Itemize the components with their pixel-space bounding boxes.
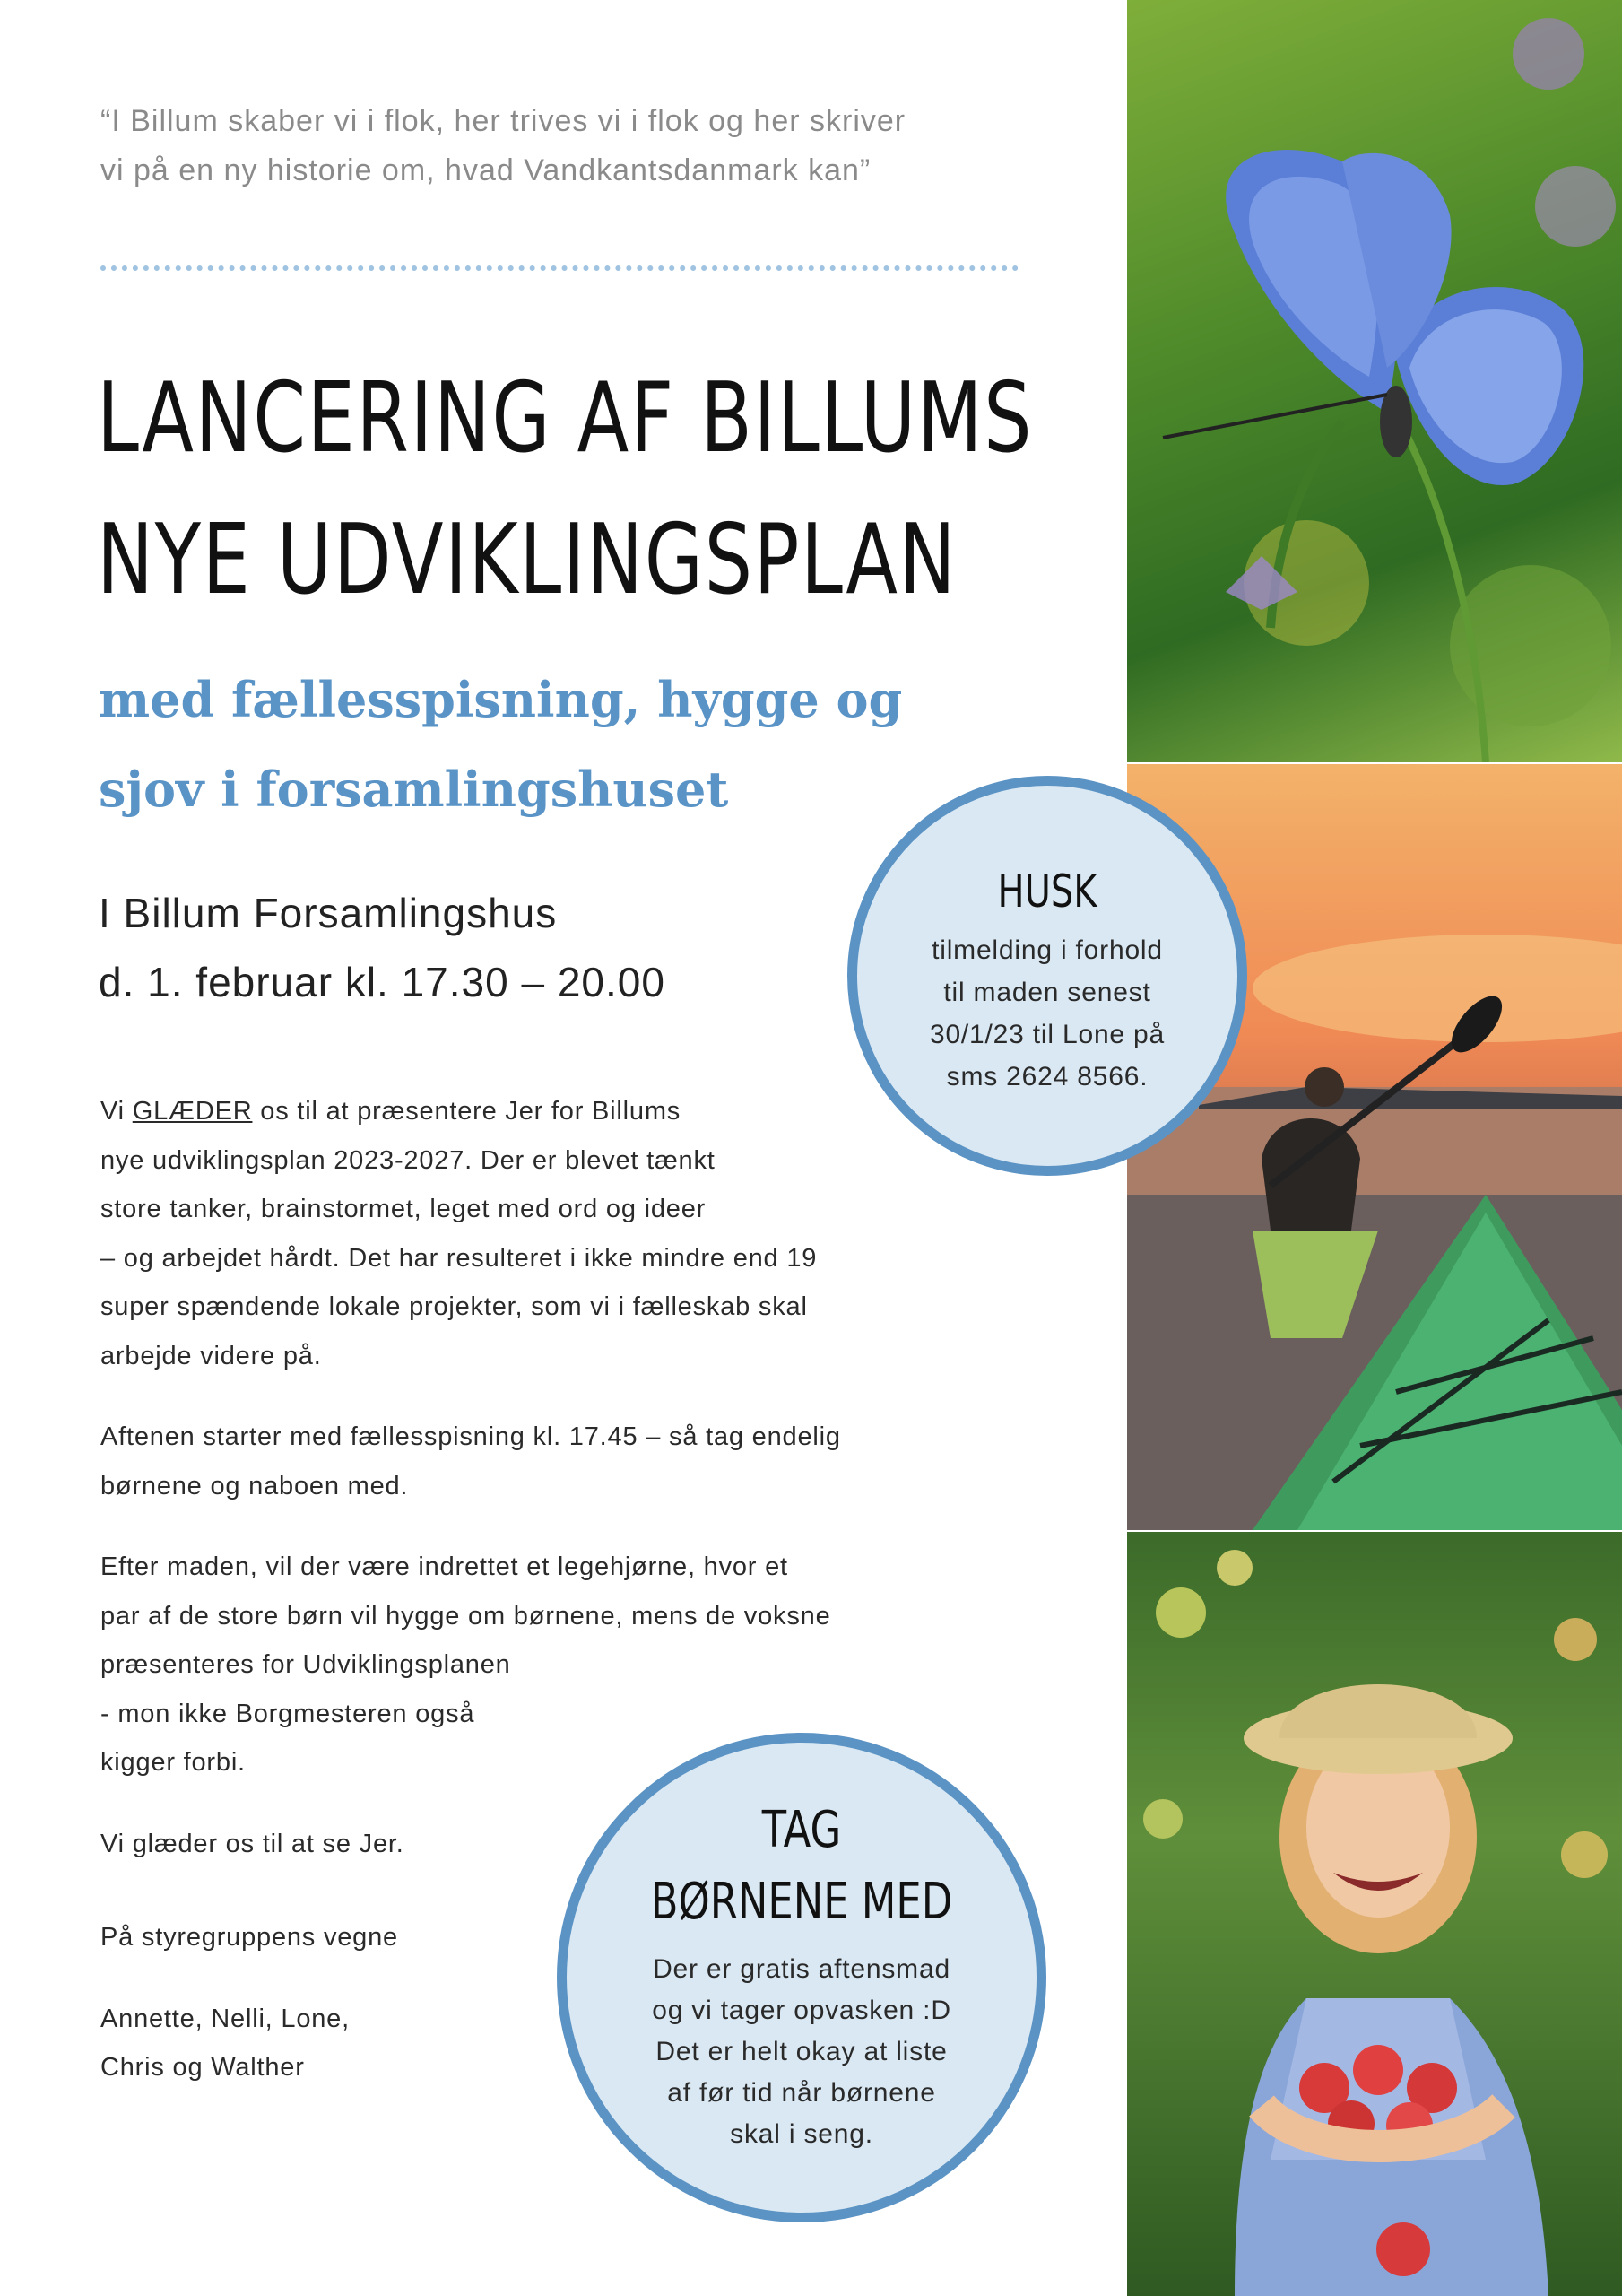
page-subtitle — [99, 655, 995, 834]
husk-reminder-badge — [847, 776, 1247, 1176]
tag-line: Der er gratis aftensmad — [653, 1954, 950, 1984]
tag-heading-1: TAG — [761, 1801, 842, 1859]
body-line: Efter maden, vil der være indrettet et legehjørne, hvor et — [100, 1552, 788, 1581]
paragraph-gap — [100, 1380, 1015, 1413]
husk-heading: HUSK — [997, 865, 1097, 918]
venue-datetime: d. 1. februar kl. 17.30 – 20.00 — [99, 959, 665, 1005]
body-line: børnene og naboen med. — [100, 1471, 409, 1500]
paragraph-gap — [100, 1510, 1015, 1543]
tag-line: og vi tager opvasken :D — [652, 1996, 951, 2025]
subtitle-line-2: sjov i forsamlingshuset — [99, 761, 729, 818]
husk-line: sms 2624 8566. — [946, 1062, 1149, 1091]
body-line: arbejde videre på. — [100, 1341, 322, 1370]
husk-text — [857, 929, 1237, 1098]
tag-line: af før tid når børnene — [667, 2078, 936, 2108]
body-line: par af de store børn vil hygge om børnene, mens de voksne — [100, 1601, 831, 1631]
body-line: - mon ikke Borgmesteren også — [100, 1699, 475, 1728]
body-line: nye udviklingsplan 2023-2027. Der er blevet tænkt — [100, 1145, 716, 1175]
body-text-fragment: Vi — [100, 1097, 133, 1126]
body-line: Vi glæder os til at se Jer. — [100, 1829, 404, 1858]
body-line: kigger forbi. — [100, 1748, 246, 1777]
tag-line: Det er helt okay at liste — [655, 2037, 948, 2066]
butterfly-photo — [1127, 0, 1622, 762]
tag-line: skal i seng. — [730, 2119, 873, 2149]
body-line: Aftenen starter med fællesspisning kl. 17.45 – så tag endelig — [100, 1422, 841, 1451]
event-venue — [99, 879, 906, 1017]
tag-text — [567, 1949, 1037, 2155]
body-line: super spændende lokale projekter, som vi i fælleskab skal — [100, 1292, 808, 1321]
title-line-1: LANCERING AF BILLUMS — [97, 362, 1034, 474]
signature-names: Annette, Nelli, Lone, — [100, 2004, 350, 2033]
husk-line: 30/1/23 til Lone på — [929, 1020, 1166, 1049]
subtitle-line-1: med fællesspisning, hygge og — [99, 671, 903, 728]
venue-place: I Billum Forsamlingshus — [99, 890, 558, 936]
body-line: præsenteres for Udviklingsplanen — [100, 1650, 511, 1679]
signature-intro: På styregruppens vegne — [100, 1923, 398, 1952]
girl-illustration — [1127, 1532, 1622, 2296]
body-line: store tanker, brainstormet, leget med ord og ideer — [100, 1195, 707, 1223]
husk-line: til maden senest — [943, 978, 1151, 1007]
quote-line-1: “I Billum skaber vi i flok, her trives vi i flok og her skriver — [100, 104, 906, 138]
intro-quote — [100, 97, 1051, 196]
bring-children-badge — [557, 1733, 1046, 2222]
signature-names: Chris og Walther — [100, 2053, 305, 2082]
body-text-fragment: os til at præsentere Jer for Billums — [252, 1097, 681, 1126]
quote-line-2: vi på en ny historie om, hvad Vandkantsdanmark kan” — [100, 153, 872, 187]
tag-heading-2: BØRNENE MED — [650, 1873, 953, 1931]
title-line-2: NYE UDVIKLINGSPLAN — [97, 504, 958, 616]
body-line: – og arbejdet hårdt. Det har resulteret i ikke mindre end 19 — [100, 1243, 818, 1273]
page-title — [97, 348, 1034, 631]
girl-with-apples-photo — [1127, 1532, 1622, 2296]
butterfly-illustration — [1127, 0, 1622, 762]
husk-line: tilmelding i forhold — [932, 935, 1163, 965]
glaeder-emphasis: GLÆDER — [132, 1097, 253, 1126]
photo-column — [1127, 0, 1622, 2296]
dotted-divider — [100, 265, 1019, 271]
